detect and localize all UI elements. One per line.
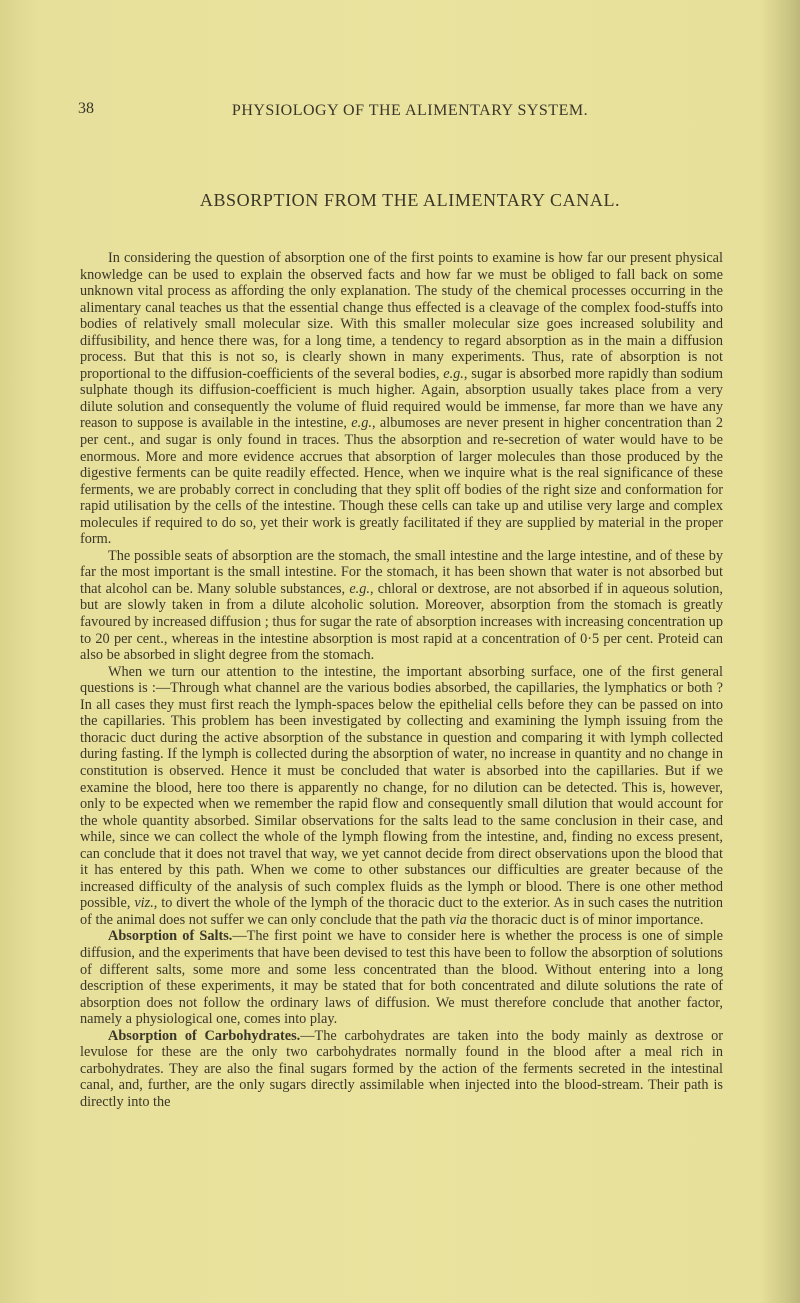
paragraph xyxy=(80,664,723,929)
text-run: , albumoses are never present in higher concentration than 2 per cent., and sugar is only found in traces. Thus the absorption and re-secretion of water would have to be enormous. More and more evidence accrues that absorption of larger molecules than those produced by the digestive ferments can be quite readily effected. Hence, when we inquire what is the real significance of these ferments, we are probably correct in concluding that they split off bodies of the right size and conformation for rapid utilisation by the cells of the intestine. Though these cells can take up and utilise very large and complex molecules if required to do so, yet their work is greatly facilitated if they are supplied by material in the proper form. xyxy=(80,415,724,548)
body-text xyxy=(80,250,723,1110)
section-title: ABSORPTION FROM THE ALIMENTARY CANAL. xyxy=(199,190,621,210)
paragraph xyxy=(80,928,723,1027)
italic-text: e.g. xyxy=(351,415,372,432)
page-number: 38 xyxy=(78,100,94,117)
text-run: , to divert the whole of the lymph of the thoracic duct to the exterior. As in such cases the nutrition of the animal does not suffer we can only conclude that the path xyxy=(80,895,723,928)
paragraph-heading: Absorption of Salts. xyxy=(108,928,233,945)
text-run: The possible seats of absorption are the stomach, the small intestine and the large intestine, and of these by far the most important is the small intestine. For the stomach, it has been shown that water is not absorbed but that alcohol can be. Many soluble substances, xyxy=(80,547,723,597)
text-run: , chloral or dextrose, are not absorbed if in aqueous solution, but are slowly taken in from a dilute alcoholic solution. Moreover, absorption from the stomach is greatly favoured by increased diffusion ; thus for sugar the rate of absorption increases with increasing concentration up to 20 per cent., whereas in the intestine absorption is most rapid at a concentration of 0·5 per cent. Proteid can also be absorbed in slight degree from the stomach. xyxy=(80,580,723,664)
text-run: In considering the question of absorption one of the first points to examine is how far our present physical knowledge can be used to explain the observed facts and how far we must be obliged to fall back on some unknown vital process as affording the only explanation. The study of the chemical processes occurring in the alimentary canal teaches us that the essential change thus effected is a cleavage of the complex food-stuffs into bodies of relatively small molecular size. With this smaller molecular size goes increased solubility and diffusibility, and hence there was, for a long time, a tendency to regard absorption as in the main a diffusion process. But that this is not so, is clearly shown in many experiments. Thus, rate of absorption is not proportional to the diffusion-coefficients of the several bodies, xyxy=(80,250,723,382)
paragraph xyxy=(80,1028,723,1111)
text-run: the thoracic duct is of minor importance. xyxy=(466,911,704,928)
italic-text: via xyxy=(449,911,467,928)
running-header: PHYSIOLOGY OF THE ALIMENTARY SYSTEM. xyxy=(231,102,589,119)
italic-text: e.g. xyxy=(443,365,464,382)
italic-text: viz. xyxy=(134,895,154,912)
paragraph xyxy=(80,548,723,664)
paragraph xyxy=(80,250,723,548)
text-run: , sugar is absorbed more rapidly than sodium sulphate though its diffusion-coefficient is much higher. Again, absorption usually takes place from a very dilute solution and consequently the volume of fluid required would be immense, far more than we have any reason to suppose is available in the intestine, xyxy=(80,365,723,432)
text-run: —The carbohydrates are taken into the body mainly as dextrose or levulose for these are the only two carbohydrates normally found in the blood after a meal rich in carbohydrates. They are also the final sugars formed by the action of the ferments secreted in the intestinal canal, and, further, are the only sugars directly assimilable when injected into the blood-stream. Their path is directly into the xyxy=(80,1027,723,1110)
text-run: —The first point we have to consider here is whether the process is one of simple diffusion, and the experiments that have been devised to test this have been to follow the absorption of solutions of different salts, some more and some less concentrated than the blood. Without entering into a long description of these experiments, it may be stated that for both concentrated and dilute solutions the rate of absorption does not follow the ordinary laws of diffusion. We must therefore conclude that another factor, namely a physiological one, comes into play. xyxy=(80,928,723,1028)
italic-text: e.g. xyxy=(349,580,370,597)
text-run: When we turn our attention to the intestine, the important absorbing surface, one of the first general questions is :—Through what channel are the various bodies absorbed, the capillaries, the lymphatics or both ? In all cases they must first reach the lymph-spaces below the epithelial cells before they can be passed on into the capillaries. This problem has been investigated by collecting and examining the lymph issuing from the thoracic duct during the active absorption of the substance in question and comparing it with lymph collected during fasting. If the lymph is collected during the absorption of water, no increase in quantity and no change in constitution is observed. Hence it must be concluded that water is absorbed into the capillaries. But if we examine the blood, here too there is apparently no change, for no dilution can be detected. This is, however, only to be expected when we remember the rapid flow and consequently small dilution that would account for the whole quantity absorbed. Similar observations for the salts lead to the same conclusion in their case, and while, since we can collect the whole of the lymph flowing from the intestine, and, finding no excess present, can conclude that it does not travel that way, we yet cannot decide from direct observations upon the blood that it has entered by this path. When we come to other substances our difficulties are greater because of the increased difficulty of the analysis of such complex fluids as the lymph or blood. There is one other method possible, xyxy=(80,663,723,912)
paragraph-heading: Absorption of Carbohydrates. xyxy=(108,1027,301,1044)
